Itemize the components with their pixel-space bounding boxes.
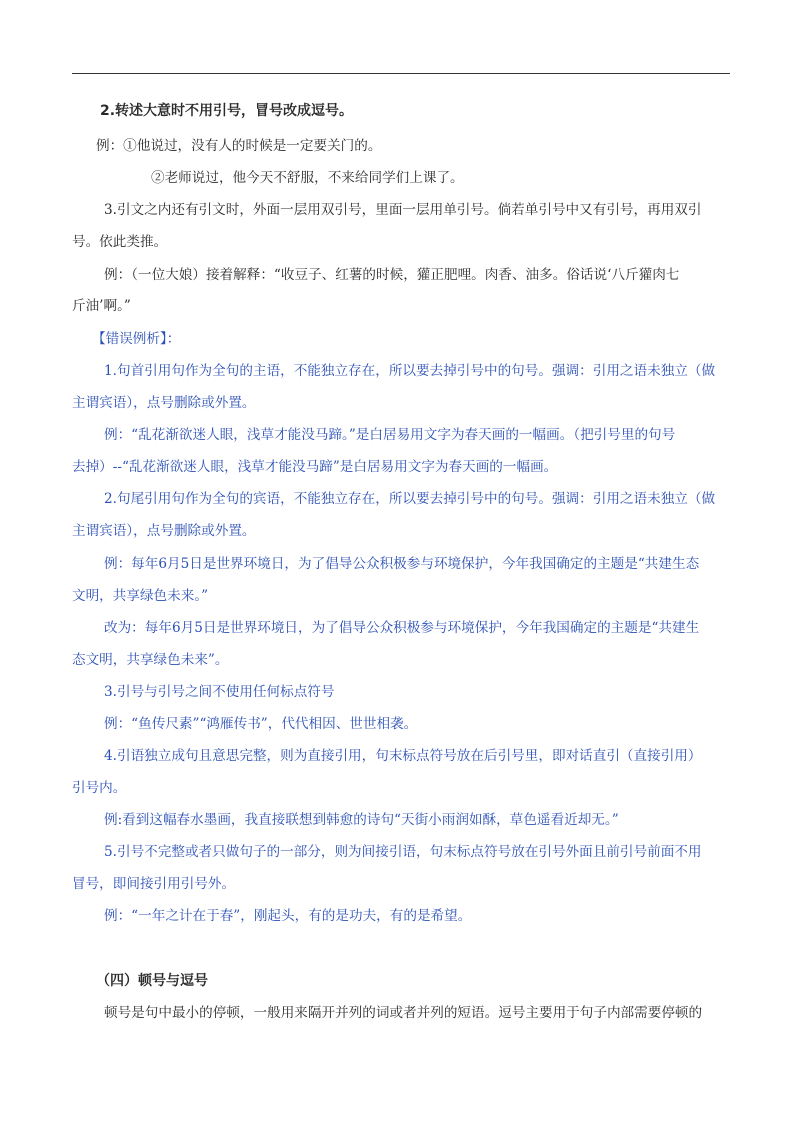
error-1-line-2: 主谓宾语），点号删除或外置。 <box>72 395 256 411</box>
error-5-example: 例：“一年之计在于春”，刚起头，有的是功夫，有的是希望。 <box>104 908 472 924</box>
error-2-example-line-1: 例：每年6月5日是世界环境日，为了倡导公众积极参与环境保护，今年我国确定的主题是“共建生态 <box>104 556 700 572</box>
example-3-line-2: 斤油’啊。” <box>72 298 131 314</box>
error-2-fix-line-1: 改为：每年6月5日是世界环境日，为了倡导公众积极参与环境保护，今年我国确定的主题是“共建生 <box>104 620 700 636</box>
section-4-title: （四）顿号与逗号 <box>96 973 208 989</box>
error-4-line-2: 引号内。 <box>72 780 127 796</box>
section-4-text: 顿号是句中最小的停顿，一般用来隔开并列的词或者并列的短语。逗号主要用于句子内部需要停顿的 <box>104 1005 703 1021</box>
error-1-example-line-2: 去掉）--“乱花渐欲迷人眼，浅草才能没马蹄”是白居易用文字为春天画的一幅画。 <box>72 459 558 475</box>
rule-3-line-1: 3.引文之内还有引文时，外面一层用双引号，里面一层用单引号。倘若单引号中又有引号，再用双引 <box>104 202 702 218</box>
rule-3-line-2: 号。依此类推。 <box>72 234 168 250</box>
example-3-line-1: 例：（一位大娘）接着解释：“收豆子、红薯的时候，獾正肥哩。肉香、油多。俗话说‘八斤獾肉七 <box>104 267 680 283</box>
error-4-example: 例:看到这幅春水墨画，我直接联想到韩愈的诗句“天街小雨润如酥，草色遥看近却无。” <box>104 812 619 828</box>
error-2-example-line-2: 文明，共享绿色未来。” <box>72 588 209 604</box>
error-3-line: 3.引号与引号之间不使用任何标点符号 <box>104 684 335 700</box>
error-3-example: 例：“鱼传尺素”“鸿雁传书”，代代相因、世世相袭。 <box>104 716 418 732</box>
error-2-line-2: 主谓宾语），点号删除或外置。 <box>72 523 256 539</box>
error-analysis-title: 【错误例析】： <box>92 331 181 347</box>
header-rule <box>72 73 730 74</box>
heading-rule-2: 2.转述大意时不用引号，冒号改成逗号。 <box>100 103 354 119</box>
error-1-example-line-1: 例：“乱花渐欲迷人眼，浅草才能没马蹄。”是白居易用文字为春天画的一幅画。（把引号里的句号 <box>104 427 676 443</box>
error-5-line-1: 5.引号不完整或者只做句子的一部分，则为间接引语，句末标点符号放在引号外面且前引号前面不用 <box>104 844 702 860</box>
error-2-fix-line-2: 态文明，共享绿色未来”。 <box>72 652 229 668</box>
error-4-line-1: 4.引语独立成句且意思完整，则为直接引用，句末标点符号放在后引号里，即对话直引（直接引用） <box>104 748 702 764</box>
example-2-2: ②老师说过，他今天不舒服，不来给同学们上课了。 <box>151 170 464 186</box>
example-2-1: 例：①他说过，没有人的时候是一定要关门的。 <box>96 138 382 154</box>
error-5-line-2: 冒号，即间接引用引号外。 <box>72 876 236 892</box>
error-2-line-1: 2.句尾引用句作为全句的宾语，不能独立存在，所以要去掉引号中的句号。强调：引用之语未独立（做 <box>104 491 716 507</box>
error-1-line-1: 1.句首引用句作为全句的主语，不能独立存在，所以要去掉引号中的句号。强调：引用之语未独立（做 <box>104 363 716 379</box>
